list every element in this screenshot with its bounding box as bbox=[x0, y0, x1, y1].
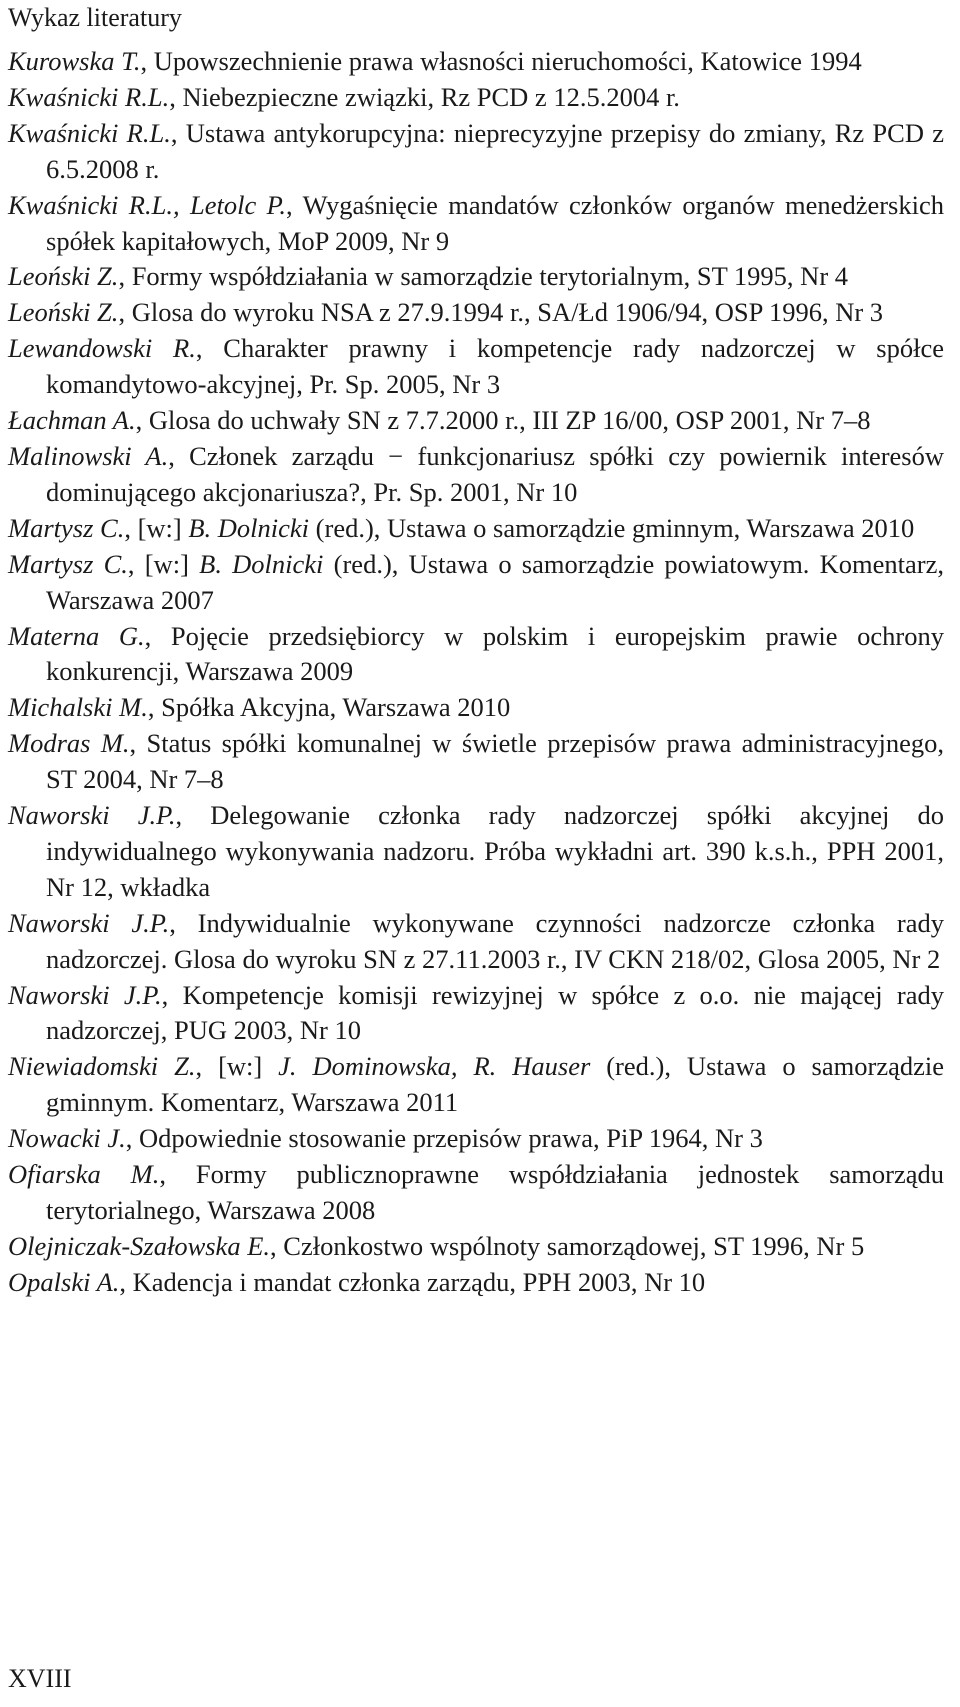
entry-author: Martysz C. bbox=[8, 512, 125, 543]
bibliography-entry bbox=[8, 1121, 944, 1157]
entry-editor: J. Dominowska, R. Hauser bbox=[278, 1051, 591, 1082]
entry-text: , Członek zarządu − funkcjonariusz spółki czy powiernik interesów dominującego akcjonariusza?, Pr. Sp. 2001, Nr 10 bbox=[46, 440, 944, 507]
entry-text: , Status spółki komunalnej w świetle przepisów prawa administracyjnego, ST 2004, Nr 7–8 bbox=[46, 728, 944, 795]
entry-author: Kurowska T. bbox=[8, 46, 141, 76]
entry-text: , [w:] bbox=[127, 548, 200, 579]
bibliography-entry bbox=[8, 1229, 944, 1265]
bibliography-entry bbox=[8, 1049, 944, 1121]
entry-author: Naworski J.P. bbox=[8, 979, 162, 1010]
section-heading: Wykaz literatury bbox=[8, 3, 182, 32]
bibliography-entry bbox=[8, 726, 944, 798]
bibliography-entry bbox=[8, 188, 944, 260]
entry-author: Leoński Z. bbox=[8, 261, 119, 292]
entry-author: Naworski J.P. bbox=[8, 800, 176, 831]
entry-text: , Odpowiednie stosowanie przepisów prawa, PiP 1964, Nr 3 bbox=[125, 1123, 763, 1154]
entry-author: Naworski J.P. bbox=[8, 907, 170, 938]
entry-author: Opalski A. bbox=[8, 1266, 120, 1297]
entry-author: Martysz C. bbox=[8, 548, 128, 579]
entry-text-cont: (red.), Ustawa o samorządzie gminnym. Komentarz, Warszawa 2011 bbox=[46, 1051, 944, 1118]
entry-author: Lewandowski R. bbox=[8, 333, 196, 364]
entry-author: Kwaśnicki R.L., Letolc P. bbox=[8, 189, 287, 220]
bibliography-entry bbox=[8, 403, 944, 439]
entry-text: , Glosa do uchwały SN z 7.7.2000 r., III ZP 16/00, OSP 2001, Nr 7–8 bbox=[135, 405, 871, 436]
entry-text-cont: (red.), Ustawa o samorządzie gminnym, Warszawa 2010 bbox=[309, 512, 915, 543]
entry-text: , Członkostwo wspólnoty samorządowej, ST 1996, Nr 5 bbox=[270, 1230, 865, 1261]
entry-author: Michalski M. bbox=[8, 692, 148, 723]
bibliography-entry bbox=[8, 619, 944, 691]
bibliography-entry bbox=[8, 331, 944, 403]
entry-text-cont: (red.), Ustawa o samorządzie powiatowym. Komentarz, Warszawa 2007 bbox=[46, 548, 944, 615]
entry-text: , Niebezpieczne związki, Rz PCD z 12.5.2004 r. bbox=[169, 81, 680, 112]
bibliography-entry bbox=[8, 295, 944, 331]
entry-editor: B. Dolnicki bbox=[188, 512, 310, 543]
entry-author: Kwaśnicki R.L. bbox=[8, 81, 170, 112]
bibliography-entry bbox=[8, 978, 944, 1050]
entry-author: Olejniczak-Szałowska E. bbox=[8, 1230, 271, 1261]
entry-text: , Spółka Akcyjna, Warszawa 2010 bbox=[147, 692, 511, 723]
bibliography-entry bbox=[8, 44, 944, 80]
entry-text: , Kompetencje komisji rewizyjnej w spółce z o.o. nie mającej rady nadzorczej, PUG 2003, Nr 10 bbox=[46, 979, 944, 1046]
bibliography-entry bbox=[8, 906, 944, 978]
entry-author: Modras M. bbox=[8, 728, 130, 759]
entry-author: Materna G. bbox=[8, 620, 145, 651]
entry-text: , [w:] bbox=[124, 512, 189, 543]
bibliography-entry bbox=[8, 80, 944, 116]
entry-text: , Wygaśnięcie mandatów członków organów menedżerskich spółek kapitałowych, MoP 2009, Nr 9 bbox=[46, 189, 944, 256]
entry-text: , [w:] bbox=[195, 1051, 279, 1082]
entry-text: , Glosa do wyroku NSA z 27.9.1994 r., SA/Łd 1906/94, OSP 1996, Nr 3 bbox=[118, 297, 884, 328]
entry-author: Leoński Z. bbox=[8, 297, 119, 328]
bibliography-entry bbox=[8, 511, 944, 547]
entry-text: , Delegowanie członka rady nadzorczej spółki akcyjnej do indywidualnego wykonywania nadzoru. Próba wykładni art. 390 k.s.h., PPH 2001, Nr 12, wkładka bbox=[46, 800, 944, 902]
entry-text: , Formy współdziałania w samorządzie terytorialnym, ST 1995, Nr 4 bbox=[118, 261, 849, 292]
entry-editor: B. Dolnicki bbox=[199, 548, 324, 579]
bibliography-list bbox=[8, 44, 944, 1301]
entry-text: , Kadencja i mandat członka zarządu, PPH 2003, Nr 10 bbox=[119, 1266, 706, 1297]
entry-author: Nowacki J. bbox=[8, 1123, 126, 1154]
entry-text: , Ustawa antykorupcyjna: nieprecyzyjne przepisy do zmiany, Rz PCD z 6.5.2008 r. bbox=[46, 117, 944, 184]
entry-text: , Upowszechnienie prawa własności nieruchomości, Katowice 1994 bbox=[140, 46, 862, 76]
entry-text: , Formy publicznoprawne współdziałania jednostek samorządu terytorialnego, Warszawa 2008 bbox=[46, 1159, 944, 1225]
bibliography-entry bbox=[8, 547, 944, 619]
bibliography-page bbox=[8, 0, 944, 1301]
entry-text: , Indywidualnie wykonywane czynności nadzorcze członka rady nadzorczej. Glosa do wyroku SN z 27.11.2003 r., IV CKN 218/02, Glosa 2005, Nr 2 bbox=[46, 907, 944, 974]
bibliography-entry bbox=[8, 259, 944, 295]
entry-author: Łachman A. bbox=[8, 405, 136, 436]
bibliography-entry bbox=[8, 439, 944, 511]
bibliography-entry bbox=[8, 1157, 944, 1229]
bibliography-entry bbox=[8, 116, 944, 188]
entry-author: Ofiarska M. bbox=[8, 1159, 160, 1190]
entry-text: , Charakter prawny i kompetencje rady nadzorczej w spółce komandytowo-akcyjnej, Pr. Sp. 2005, Nr 3 bbox=[46, 333, 944, 400]
entry-text: , Pojęcie przedsiębiorcy w polskim i europejskim prawie ochrony konkurencji, Warszawa 2009 bbox=[46, 620, 944, 687]
bibliography-entry bbox=[8, 798, 944, 906]
entry-author: Malinowski A. bbox=[8, 440, 169, 471]
bibliography-entry bbox=[8, 690, 944, 726]
bibliography-entry bbox=[8, 1265, 944, 1301]
entry-author: Kwaśnicki R.L. bbox=[8, 117, 171, 148]
page-number: XVIII bbox=[8, 1664, 72, 1693]
entry-author: Niewiadomski Z. bbox=[8, 1051, 196, 1082]
